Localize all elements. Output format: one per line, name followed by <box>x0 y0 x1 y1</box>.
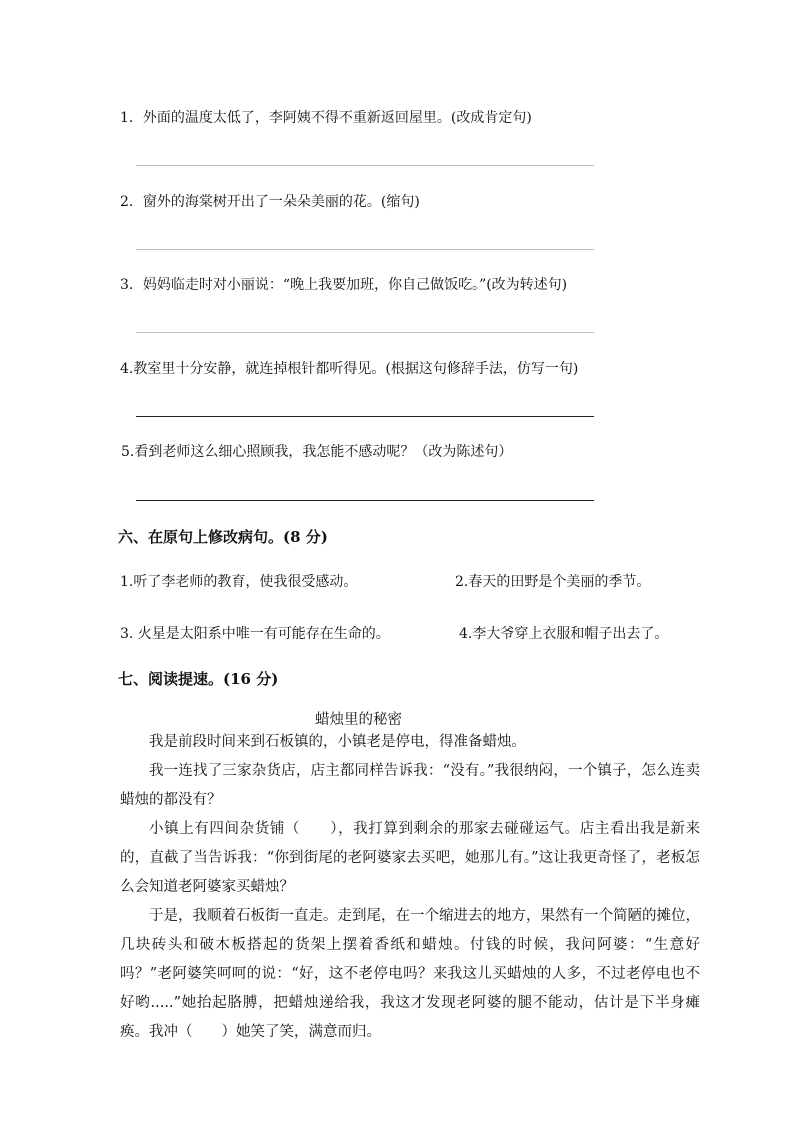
story-paragraph-2: 我一连找了三家杂货店，店主都同样告诉我：“没有。”我很纳闷，一个镇子，怎么连卖蜡烛的都没有？ <box>120 763 700 808</box>
question-5: 5.看到老师这么细心照顾我，我怎能不感动呢？（改为陈述句） <box>121 444 513 460</box>
answer-line-1[interactable] <box>136 165 594 166</box>
sentence-1: 1.听了李老师的教育，使我很受感动。 <box>120 574 358 590</box>
sentence-2: 2.春天的田野是个美丽的季节。 <box>455 574 651 590</box>
section-6-title: 六、在原句上修改病句。(8 分) <box>118 528 328 546</box>
section-7-title: 七、阅读提速。(16 分) <box>118 670 279 688</box>
answer-line-2[interactable] <box>136 249 594 250</box>
question-4: 4.教室里十分安静，就连掉根针都听得见。(根据这句修辞手法，仿写一句) <box>120 361 579 377</box>
question-1: 1．外面的温度太低了，李阿姨不得不重新返回屋里。(改成肯定句) <box>120 110 532 126</box>
answer-line-5[interactable] <box>136 500 594 501</box>
answer-line-4[interactable] <box>136 416 594 417</box>
story-paragraph-4: 于是，我顺着石板街一直走。走到尾，在一个缩进去的地方，果然有一个简陋的摊位，几块砖头和破木板搭起的货架上摆着香纸和蜡烛。付钱的时候，我问阿婆：“生意好吗？”老阿婆笑呵呵的说：“好，这不老停电吗？来我这儿买蜡烛的人多，不过老停电也不好哟.....”她抬起胳膊，把蜡烛递给我，我这才发现老阿婆的腿不能动，估计是下半身瘫痪。我冲（ ）她笑了笑，满意而归。 <box>120 908 700 1040</box>
sentence-3: 3. 火星是太阳系中唯一有可能存在生命的。 <box>120 626 390 642</box>
story-title: 蜡烛里的秘密 <box>315 712 402 728</box>
story-paragraph-3: 小镇上有四间杂货铺（ ），我打算到剩余的那家去碰碰运气。店主看出我是新来的，直截了当告诉我：“你到街尾的老阿婆家去买吧，她那儿有。”这让我更奇怪了，老板怎么会知道老阿婆家买蜡烛？ <box>120 821 700 895</box>
answer-line-3[interactable] <box>136 332 594 333</box>
question-2: 2．窗外的海棠树开出了一朵朵美丽的花。(缩句) <box>120 194 420 210</box>
sentence-4: 4.李大爷穿上衣服和帽子出去了。 <box>459 626 669 642</box>
story-paragraph-1: 我是前段时间来到石板镇的，小镇老是停电，得准备蜡烛。 <box>149 734 526 750</box>
question-3: 3．妈妈临走时对小丽说：“晚上我要加班，你自己做饭吃。”(改为转述句) <box>120 277 568 293</box>
